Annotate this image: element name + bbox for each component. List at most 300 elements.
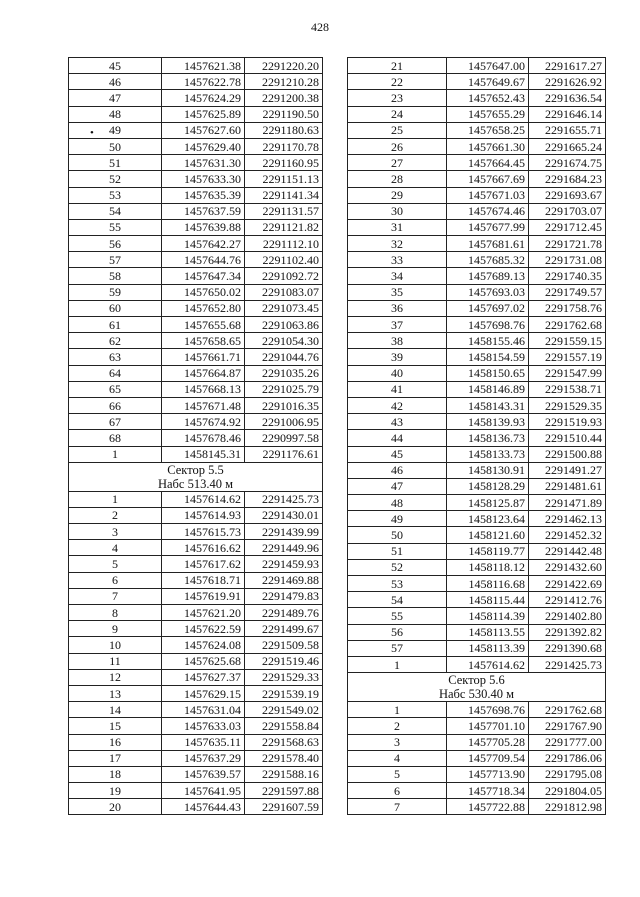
coordinate-x: 1458115.44 bbox=[447, 592, 529, 608]
table-row bbox=[348, 640, 606, 656]
coordinate-x: 1457644.43 bbox=[162, 799, 245, 815]
point-number: 56 bbox=[69, 236, 162, 252]
coordinate-y: 2291500.88 bbox=[529, 446, 606, 462]
coordinate-y: 2291452.32 bbox=[529, 527, 606, 543]
table-row bbox=[69, 365, 323, 381]
point-number: 1 bbox=[69, 446, 162, 462]
table-row bbox=[69, 702, 323, 718]
coordinate-x: 1457635.11 bbox=[162, 734, 245, 750]
table-row bbox=[69, 653, 323, 669]
coordinate-x: 1458136.73 bbox=[447, 430, 529, 446]
point-number: 57 bbox=[69, 252, 162, 268]
coordinate-y: 2291141.34 bbox=[245, 187, 323, 203]
table-row bbox=[69, 171, 323, 187]
sector-title: Сектор 5.6 bbox=[448, 673, 505, 688]
sector-header bbox=[348, 673, 606, 702]
coordinate-x: 1457650.02 bbox=[162, 284, 245, 300]
table-row bbox=[348, 171, 606, 187]
coordinate-y: 2291804.05 bbox=[529, 783, 606, 799]
coordinate-y: 2291151.13 bbox=[245, 171, 323, 187]
table-row bbox=[69, 766, 323, 782]
table-row bbox=[69, 381, 323, 397]
point-number: 8 bbox=[69, 605, 162, 621]
coordinate-x: 1457621.20 bbox=[162, 605, 245, 621]
coordinate-y: 2291073.45 bbox=[245, 300, 323, 316]
coordinate-x: 1457641.95 bbox=[162, 783, 245, 799]
sector-elevation: Набс 513.40 м bbox=[157, 476, 234, 491]
point-number: 3 bbox=[69, 524, 162, 540]
point-number: 23 bbox=[348, 90, 447, 106]
table-row bbox=[348, 236, 606, 252]
table-row bbox=[69, 446, 323, 462]
table-row bbox=[69, 284, 323, 300]
coordinate-x: 1457633.03 bbox=[162, 718, 245, 734]
coordinate-x: 1457677.99 bbox=[447, 219, 529, 235]
coordinate-y: 2291425.73 bbox=[245, 491, 323, 507]
coordinate-x: 1457642.27 bbox=[162, 236, 245, 252]
table-row bbox=[348, 430, 606, 446]
point-number: 62 bbox=[69, 333, 162, 349]
coordinate-y: 2291481.61 bbox=[529, 478, 606, 494]
coordinate-y: 2291459.93 bbox=[245, 556, 323, 572]
margin-mark: • bbox=[90, 127, 94, 139]
coordinate-y: 2291762.68 bbox=[529, 702, 606, 718]
coordinate-y: 2291703.07 bbox=[529, 203, 606, 219]
coordinate-y: 2291568.63 bbox=[245, 734, 323, 750]
coordinate-x: 1457671.03 bbox=[447, 187, 529, 203]
coordinate-x: 1457614.93 bbox=[162, 507, 245, 523]
point-number: 47 bbox=[69, 90, 162, 106]
table-row bbox=[69, 799, 323, 815]
point-number: 18 bbox=[69, 766, 162, 782]
table-row bbox=[69, 397, 323, 413]
point-number: 4 bbox=[69, 540, 162, 556]
coordinate-x: 1457633.30 bbox=[162, 171, 245, 187]
point-number: 15 bbox=[69, 718, 162, 734]
point-number: 11 bbox=[69, 653, 162, 669]
point-number: 65 bbox=[69, 381, 162, 397]
table-row bbox=[348, 783, 606, 799]
point-number: 42 bbox=[348, 397, 447, 413]
coordinate-x: 1457644.76 bbox=[162, 252, 245, 268]
coordinate-x: 1457629.40 bbox=[162, 138, 245, 154]
point-number: 48 bbox=[348, 495, 447, 511]
coordinates-table-right bbox=[347, 57, 606, 815]
point-number: 54 bbox=[69, 203, 162, 219]
coordinate-y: 2291740.35 bbox=[529, 268, 606, 284]
point-number: 29 bbox=[348, 187, 447, 203]
coordinate-x: 1458133.73 bbox=[447, 446, 529, 462]
table-row bbox=[69, 783, 323, 799]
coordinate-y: 2291519.93 bbox=[529, 414, 606, 430]
table-row bbox=[69, 236, 323, 252]
point-number: 26 bbox=[348, 138, 447, 154]
coordinate-x: 1457693.03 bbox=[447, 284, 529, 300]
coordinate-y: 2291402.80 bbox=[529, 608, 606, 624]
coordinate-y: 2291489.76 bbox=[245, 605, 323, 621]
coordinate-y: 2291607.59 bbox=[245, 799, 323, 815]
point-number: 52 bbox=[69, 171, 162, 187]
table-row bbox=[348, 284, 606, 300]
point-number: 21 bbox=[348, 58, 447, 74]
point-number: 33 bbox=[348, 252, 447, 268]
sector-header-row bbox=[348, 673, 606, 702]
table-row bbox=[348, 106, 606, 122]
table-row bbox=[69, 155, 323, 171]
point-number: 24 bbox=[348, 106, 447, 122]
point-number: 57 bbox=[348, 640, 447, 656]
table-row bbox=[348, 624, 606, 640]
coordinate-x: 1458145.31 bbox=[162, 446, 245, 462]
coordinate-y: 2291016.35 bbox=[245, 397, 323, 413]
point-number: 1 bbox=[69, 491, 162, 507]
coordinate-x: 1457622.78 bbox=[162, 74, 245, 90]
coordinate-y: 2291510.44 bbox=[529, 430, 606, 446]
coordinate-x: 1457637.29 bbox=[162, 750, 245, 766]
coordinate-x: 1457631.04 bbox=[162, 702, 245, 718]
coordinate-x: 1457627.60 bbox=[162, 122, 245, 138]
point-number: 53 bbox=[348, 576, 447, 592]
table-row bbox=[69, 524, 323, 540]
coordinate-x: 1457705.28 bbox=[447, 734, 529, 750]
coordinate-x: 1458146.89 bbox=[447, 381, 529, 397]
coordinate-x: 1457624.08 bbox=[162, 637, 245, 653]
coordinate-y: 2291422.69 bbox=[529, 576, 606, 592]
coordinate-y: 2291646.14 bbox=[529, 106, 606, 122]
point-number: 37 bbox=[348, 317, 447, 333]
coordinate-y: 2291442.48 bbox=[529, 543, 606, 559]
table-row bbox=[348, 268, 606, 284]
table-row bbox=[348, 349, 606, 365]
coordinate-y: 2291449.96 bbox=[245, 540, 323, 556]
coordinate-x: 1457639.88 bbox=[162, 219, 245, 235]
coordinate-x: 1457624.29 bbox=[162, 90, 245, 106]
coordinate-x: 1458114.39 bbox=[447, 608, 529, 624]
coordinate-x: 1457635.39 bbox=[162, 187, 245, 203]
coordinate-x: 1458123.64 bbox=[447, 511, 529, 527]
coordinate-x: 1457658.25 bbox=[447, 122, 529, 138]
coordinate-x: 1457655.29 bbox=[447, 106, 529, 122]
point-number: 56 bbox=[348, 624, 447, 640]
coordinate-y: 2291200.38 bbox=[245, 90, 323, 106]
point-number: 5 bbox=[69, 556, 162, 572]
coordinate-x: 1457697.02 bbox=[447, 300, 529, 316]
coordinate-y: 2291131.57 bbox=[245, 203, 323, 219]
coordinate-x: 1457718.34 bbox=[447, 783, 529, 799]
coordinate-x: 1457629.15 bbox=[162, 685, 245, 701]
table-row bbox=[69, 187, 323, 203]
coordinate-x: 1458154.59 bbox=[447, 349, 529, 365]
point-number: 7 bbox=[348, 799, 447, 815]
page-number: 428 bbox=[311, 20, 329, 34]
coordinate-y: 2291626.92 bbox=[529, 74, 606, 90]
coordinate-x: 1457652.43 bbox=[447, 90, 529, 106]
coordinate-y: 2291721.78 bbox=[529, 236, 606, 252]
table-row bbox=[348, 58, 606, 74]
coordinate-x: 1457647.00 bbox=[447, 58, 529, 74]
point-number: 39 bbox=[348, 349, 447, 365]
coordinate-x: 1457664.87 bbox=[162, 365, 245, 381]
table-row bbox=[348, 495, 606, 511]
coordinate-y: 2291044.76 bbox=[245, 349, 323, 365]
coordinate-x: 1458121.60 bbox=[447, 527, 529, 543]
point-number: 47 bbox=[348, 478, 447, 494]
coordinate-x: 1457689.13 bbox=[447, 268, 529, 284]
coordinate-y: 2291786.06 bbox=[529, 750, 606, 766]
coordinate-y: 2291176.61 bbox=[245, 446, 323, 462]
point-number: 46 bbox=[69, 74, 162, 90]
coordinate-y: 2291190.50 bbox=[245, 106, 323, 122]
coordinate-y: 2291749.57 bbox=[529, 284, 606, 300]
point-number: 32 bbox=[348, 236, 447, 252]
coordinate-x: 1457674.92 bbox=[162, 414, 245, 430]
point-number: 19 bbox=[69, 783, 162, 799]
table-row bbox=[69, 556, 323, 572]
coordinate-y: 2291529.35 bbox=[529, 397, 606, 413]
coordinate-x: 1457668.13 bbox=[162, 381, 245, 397]
table-row bbox=[69, 268, 323, 284]
point-number: 48 bbox=[69, 106, 162, 122]
coordinate-x: 1457622.59 bbox=[162, 621, 245, 637]
table-row bbox=[348, 252, 606, 268]
point-number: 9 bbox=[69, 621, 162, 637]
coordinate-y: 2291432.60 bbox=[529, 559, 606, 575]
table-row bbox=[348, 543, 606, 559]
coordinate-y: 2291054.30 bbox=[245, 333, 323, 349]
table-row bbox=[69, 333, 323, 349]
table-row bbox=[348, 734, 606, 750]
coordinate-y: 2291538.71 bbox=[529, 381, 606, 397]
table-row bbox=[348, 397, 606, 413]
table-row bbox=[348, 74, 606, 90]
point-number: 55 bbox=[69, 219, 162, 235]
coordinate-y: 2291558.84 bbox=[245, 718, 323, 734]
point-number: 66 bbox=[69, 397, 162, 413]
point-number: 50 bbox=[69, 138, 162, 154]
coordinate-y: 2291160.95 bbox=[245, 155, 323, 171]
coordinate-x: 1457681.61 bbox=[447, 236, 529, 252]
table-row bbox=[69, 430, 323, 446]
table-row bbox=[69, 750, 323, 766]
sector-header bbox=[69, 462, 323, 491]
coordinate-y: 2291063.86 bbox=[245, 317, 323, 333]
table-row bbox=[348, 478, 606, 494]
table-row bbox=[69, 300, 323, 316]
coordinate-x: 1457652.80 bbox=[162, 300, 245, 316]
table-row bbox=[69, 106, 323, 122]
point-number: 22 bbox=[348, 74, 447, 90]
sector-elevation: Набс 530.40 м bbox=[438, 687, 515, 702]
coordinate-x: 1458118.12 bbox=[447, 559, 529, 575]
table-row bbox=[348, 219, 606, 235]
table-row bbox=[348, 155, 606, 171]
coordinate-x: 1458125.87 bbox=[447, 495, 529, 511]
table-row bbox=[348, 766, 606, 782]
point-number: 63 bbox=[69, 349, 162, 365]
table-row bbox=[69, 540, 323, 556]
table-row bbox=[348, 462, 606, 478]
table-row bbox=[348, 718, 606, 734]
coordinates-table-left bbox=[68, 57, 323, 815]
table-row bbox=[69, 685, 323, 701]
coordinate-y: 2291578.40 bbox=[245, 750, 323, 766]
sector-header-row bbox=[69, 462, 323, 491]
table-row bbox=[348, 381, 606, 397]
coordinate-y: 2291392.82 bbox=[529, 624, 606, 640]
table-row bbox=[69, 203, 323, 219]
coordinate-y: 2291665.24 bbox=[529, 138, 606, 154]
coordinate-y: 2291767.90 bbox=[529, 718, 606, 734]
coordinate-y: 2291469.88 bbox=[245, 572, 323, 588]
table-row bbox=[348, 511, 606, 527]
coordinate-y: 2291674.75 bbox=[529, 155, 606, 171]
point-number: 34 bbox=[348, 268, 447, 284]
coordinate-y: 2291509.58 bbox=[245, 637, 323, 653]
point-number: 3 bbox=[348, 734, 447, 750]
point-number: 20 bbox=[69, 799, 162, 815]
table-row bbox=[69, 621, 323, 637]
coordinate-y: 2291462.13 bbox=[529, 511, 606, 527]
coordinate-y: 2291758.76 bbox=[529, 300, 606, 316]
coordinate-y: 2291121.82 bbox=[245, 219, 323, 235]
coordinate-y: 2291684.23 bbox=[529, 171, 606, 187]
coordinate-x: 1457625.68 bbox=[162, 653, 245, 669]
coordinate-x: 1458150.65 bbox=[447, 365, 529, 381]
coordinate-y: 2291092.72 bbox=[245, 268, 323, 284]
point-number: 1 bbox=[348, 656, 447, 672]
point-number: 6 bbox=[69, 572, 162, 588]
point-number: 6 bbox=[348, 783, 447, 799]
coordinate-y: 2291112.10 bbox=[245, 236, 323, 252]
point-number: 27 bbox=[348, 155, 447, 171]
point-number: 2 bbox=[69, 507, 162, 523]
table-row bbox=[69, 734, 323, 750]
point-number: 50 bbox=[348, 527, 447, 543]
point-number: 30 bbox=[348, 203, 447, 219]
table-row bbox=[69, 669, 323, 685]
coordinate-y: 2291636.54 bbox=[529, 90, 606, 106]
coordinate-y: 2290997.58 bbox=[245, 430, 323, 446]
point-number: 5 bbox=[348, 766, 447, 782]
coordinate-y: 2291547.99 bbox=[529, 365, 606, 381]
coordinate-y: 2291597.88 bbox=[245, 783, 323, 799]
coordinate-y: 2291529.33 bbox=[245, 669, 323, 685]
coordinate-y: 2291220.20 bbox=[245, 58, 323, 74]
coordinate-x: 1457661.30 bbox=[447, 138, 529, 154]
coordinate-y: 2291102.40 bbox=[245, 252, 323, 268]
point-number: 38 bbox=[348, 333, 447, 349]
point-number: 54 bbox=[348, 592, 447, 608]
table-row bbox=[69, 349, 323, 365]
coordinate-x: 1457617.62 bbox=[162, 556, 245, 572]
point-number: 51 bbox=[69, 155, 162, 171]
coordinate-x: 1458113.55 bbox=[447, 624, 529, 640]
coordinate-y: 2291210.28 bbox=[245, 74, 323, 90]
coordinate-y: 2291035.26 bbox=[245, 365, 323, 381]
coordinate-y: 2291588.16 bbox=[245, 766, 323, 782]
table-row bbox=[348, 446, 606, 462]
coordinate-y: 2291499.67 bbox=[245, 621, 323, 637]
coordinate-x: 1457722.88 bbox=[447, 799, 529, 815]
table-row bbox=[348, 702, 606, 718]
coordinate-y: 2291655.71 bbox=[529, 122, 606, 138]
coordinate-y: 2291762.68 bbox=[529, 317, 606, 333]
coordinate-y: 2291777.00 bbox=[529, 734, 606, 750]
table-row bbox=[348, 317, 606, 333]
point-number: 67 bbox=[69, 414, 162, 430]
coordinate-x: 1457616.62 bbox=[162, 540, 245, 556]
coordinate-y: 2291390.68 bbox=[529, 640, 606, 656]
table-row bbox=[69, 252, 323, 268]
coordinate-x: 1458128.29 bbox=[447, 478, 529, 494]
coordinate-x: 1457661.71 bbox=[162, 349, 245, 365]
coordinate-x: 1457678.46 bbox=[162, 430, 245, 446]
coordinate-x: 1458116.68 bbox=[447, 576, 529, 592]
coordinate-y: 2291557.19 bbox=[529, 349, 606, 365]
coordinate-y: 2291549.02 bbox=[245, 702, 323, 718]
point-number: 35 bbox=[348, 284, 447, 300]
coordinate-y: 2291180.63 bbox=[245, 122, 323, 138]
coordinate-y: 2291083.07 bbox=[245, 284, 323, 300]
table-row bbox=[348, 203, 606, 219]
table-row bbox=[348, 656, 606, 672]
point-number: 45 bbox=[348, 446, 447, 462]
table-row bbox=[348, 365, 606, 381]
table-row bbox=[69, 74, 323, 90]
table-row bbox=[69, 138, 323, 154]
point-number: 52 bbox=[348, 559, 447, 575]
table-row bbox=[69, 491, 323, 507]
coordinate-y: 2291491.27 bbox=[529, 462, 606, 478]
coordinate-y: 2291795.08 bbox=[529, 766, 606, 782]
point-number: 55 bbox=[348, 608, 447, 624]
coordinate-x: 1457709.54 bbox=[447, 750, 529, 766]
point-number: 31 bbox=[348, 219, 447, 235]
point-number: 44 bbox=[348, 430, 447, 446]
point-number: 14 bbox=[69, 702, 162, 718]
table-row bbox=[348, 138, 606, 154]
coordinate-x: 1457655.68 bbox=[162, 317, 245, 333]
coordinate-y: 2291170.78 bbox=[245, 138, 323, 154]
coordinate-x: 1458113.39 bbox=[447, 640, 529, 656]
point-number: 68 bbox=[69, 430, 162, 446]
coordinate-x: 1458130.91 bbox=[447, 462, 529, 478]
table-row bbox=[348, 576, 606, 592]
coordinate-x: 1457649.67 bbox=[447, 74, 529, 90]
table-row bbox=[348, 799, 606, 815]
coordinate-x: 1457698.76 bbox=[447, 702, 529, 718]
coordinate-x: 1457674.46 bbox=[447, 203, 529, 219]
point-number: 2 bbox=[348, 718, 447, 734]
coordinate-y: 2291430.01 bbox=[245, 507, 323, 523]
point-number: 10 bbox=[69, 637, 162, 653]
table-row bbox=[69, 58, 323, 74]
table-row bbox=[69, 122, 323, 138]
table-row bbox=[348, 527, 606, 543]
table-row bbox=[348, 414, 606, 430]
table-row bbox=[348, 333, 606, 349]
coordinate-x: 1457664.45 bbox=[447, 155, 529, 171]
table-row bbox=[69, 605, 323, 621]
coordinate-x: 1458143.31 bbox=[447, 397, 529, 413]
coordinate-y: 2291539.19 bbox=[245, 685, 323, 701]
table-row bbox=[348, 592, 606, 608]
table-row bbox=[69, 317, 323, 333]
coordinate-x: 1457701.10 bbox=[447, 718, 529, 734]
coordinate-x: 1457637.59 bbox=[162, 203, 245, 219]
table-row bbox=[348, 90, 606, 106]
point-number: 7 bbox=[69, 588, 162, 604]
